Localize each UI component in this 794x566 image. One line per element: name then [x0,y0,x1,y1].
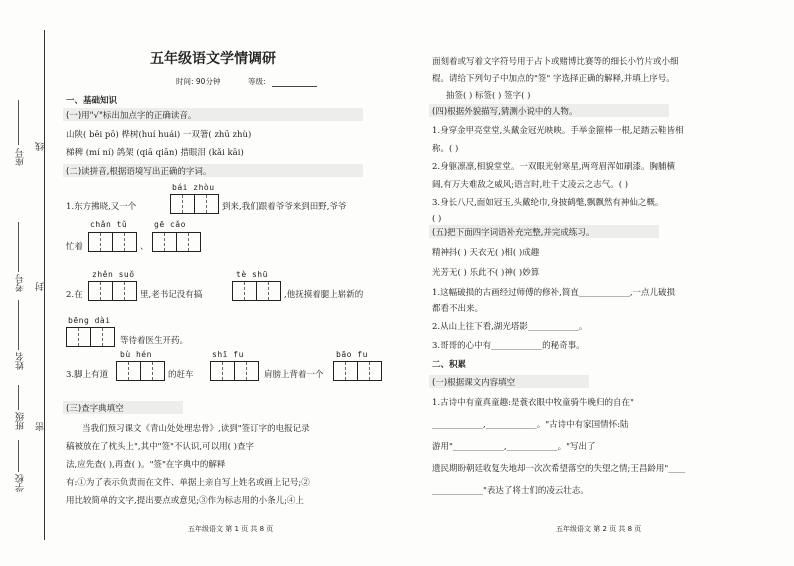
class-label: 班级 [16,412,26,430]
sign-answers[interactable]: 抽签( ) 标签( ) 签字( ) [446,91,531,101]
pinyin-baofu: bāo fu [336,350,368,359]
q5-item-1[interactable]: 1.这幅破损的古画经过师傅的修补,简直____________,一点儿破损 [432,288,676,298]
name-label: 姓名 [16,352,26,370]
p2-line-1: 面刻着或写着文字符号用于占卜或赌博比赛等的细长小竹片或小细 [432,57,679,67]
line3-c: ,他抚摸着腿上崭新的 [284,290,364,300]
p2-line-2: 棍。请给下列句子中加点的"签" 字选择正确的解释,并填上序号。 [432,74,675,84]
pinyin-chantu: chǎn tǔ [90,220,128,229]
q4-title: (四)根据外貌描写,猜测小说中的人物。 [432,107,578,117]
q3-paragraph-4: 有:①为了表示负责而在文件、单据上亲自写上姓名或画上记号;② [66,478,310,488]
acc-line-3[interactable]: 游用"____________,____________。"写出了 [432,442,596,452]
pinyin-buhen: bù hén [120,350,152,359]
q5-item-3[interactable]: 3.哥哥的心中有____________的秘奇事。 [432,341,585,351]
pinyin-bengdai: bēng dài [68,316,111,325]
answer-boxes-baofu[interactable] [333,361,382,381]
acc-line-2[interactable]: ____________,____________。"古诗中有家国情怀:陆 [432,420,629,430]
line3-a: 2.在 [66,290,83,300]
seat-line [18,100,19,145]
q3-paragraph-3[interactable]: 法,应先查( ),再查( )。"签"在字典中的解释 [66,460,226,470]
grade-label: 等级: [248,77,266,86]
school-label: 学校 [16,474,26,492]
part2-heading: 二、积累 [432,360,467,370]
q4-item-2: 2.身躯凛凛,相貌堂堂。一双眼光射寒星,两弯眉浑如刷漆。胸脯横 [432,162,676,172]
q1-row2[interactable]: 梯稗 (mí ní) 鸽架 (qiā qiān) 措眼泪 (kǎi kāi) [66,148,244,158]
answer-boxes-buhen[interactable] [116,361,165,381]
q3-title: (三)查字典填空 [66,404,124,414]
binding-mi: 密 [36,422,46,431]
q3-paragraph-1: 当我们预习课文《青山处处埋忠骨》,读到"签订字的电报记录 [82,424,310,434]
binding-feng: 封 [36,282,46,291]
line4-a: 等待着医生开药。 [120,336,189,346]
q2-title: (二)读拼音,根据语境写出正确的字词。 [66,167,212,177]
q4-item-3: 3.身长八尺,面如冠玉,头戴纶巾,身披鹤氅,飘飘然有神仙之概。 [432,198,664,208]
answer-boxes-chantu[interactable] [88,232,137,252]
class-line [18,385,19,410]
binding-xian: 线 [36,142,46,151]
page1-footer: 五年级语文 第 1 页 共 8 页 [188,525,274,533]
answer-boxes-bengdai[interactable] [66,327,115,347]
line2-a: 忙着 [66,242,84,252]
answer-boxes-shifu[interactable] [210,361,259,381]
acc-line-5[interactable]: ____________"表达了将士们的凌云壮志。 [432,486,589,496]
answer-boxes-gecao[interactable] [152,232,201,252]
answer-boxes-baizhou[interactable] [170,194,219,214]
name-line [18,300,19,350]
line3-b: 里,老书记没有搞 [140,290,203,300]
pinyin-zhensuo: zhěn suǒ [92,270,135,279]
q5-item-2[interactable]: 2.从山上往下看,湖光塔影____________。 [432,322,588,332]
answer-boxes-zhensuo[interactable] [88,281,137,301]
answer-boxes-teshu[interactable] [232,281,281,301]
line5-b: 的赶车 [168,370,194,380]
q3-paragraph-5: 用比较简单的文字,提出要点或意见;③作为标志用的小条儿;④上 [66,496,304,506]
acc-line-4[interactable]: 遗民期盼朝廷收复失地却一次次希望落空的失望之情;王昌龄用"____ [432,464,686,474]
pinyin-gecao: gē cǎo [154,220,186,229]
acc-line-1: 1.古诗中有童真童趣:是蓑衣眼中牧童骑牛晚归的自在" [432,398,634,408]
page-title: 五年级语文学情调研 [150,51,276,67]
q1-title: (一)用"√"标出加点字的正确读音。 [66,111,197,121]
line2-b: 、 [140,242,149,252]
line5-c: 肩膀上背着一个 [264,370,324,380]
exam-line [18,222,19,272]
q3-paragraph-2[interactable]: 稿被放在了枕头上",其中"签"不认识,可以用( )查字 [66,442,254,452]
page2-footer: 五年级语文 第 2 页 共 8 页 [556,525,642,533]
line1-a: 1.东方拂晓,又一个 [66,202,137,212]
seat-label: 座号 [16,148,26,166]
pinyin-baizhou: bái zhòu [172,183,215,192]
part1-heading: 一、基础知识 [66,96,118,106]
pinyin-shifu: shī fu [212,350,244,359]
q4-item-1-answer[interactable]: 称。( ) [432,144,459,154]
q5-row-1[interactable]: 精神抖( ) 天衣无( )相( )成趣 [432,248,540,258]
q5-item-1b: 都看不出来。 [432,304,484,314]
q5-row-2[interactable]: 光芳无( ) 乐此不( )神( )妙算 [432,268,540,278]
q4-item-3-answer[interactable]: ( ) [432,214,442,224]
q5-title: (五)把下面四字词语补充完整,并完成练习。 [432,228,595,238]
q4-item-1: 1.身穿金甲亮堂堂,头戴金冠光映映。手举金箍棒一根,足踏云鞋皆相 [432,126,684,136]
grade-blank[interactable] [272,86,317,87]
pinyin-teshu: tè shū [236,270,268,279]
q1-row1[interactable]: 山陕( bēi pō) 桦树(huí huái) 一双箸( zhū zhù) [66,130,252,140]
line1-b: 到来,我们跟着爷爷来到田野,爷爷 [222,202,347,212]
binding-margin [0,0,55,566]
time-label: 时间: 90分钟 [176,77,221,86]
line5-a: 3.脚上有道 [66,370,109,380]
q4-item-2-answer[interactable]: 阔,有万夫难敌之威风;语言时,吐千丈凌云之志气。( ) [432,180,629,190]
acc-title: (一)根据课文内容填空 [432,378,516,388]
school-line [18,440,19,472]
exam-label: 考号 [16,274,26,292]
